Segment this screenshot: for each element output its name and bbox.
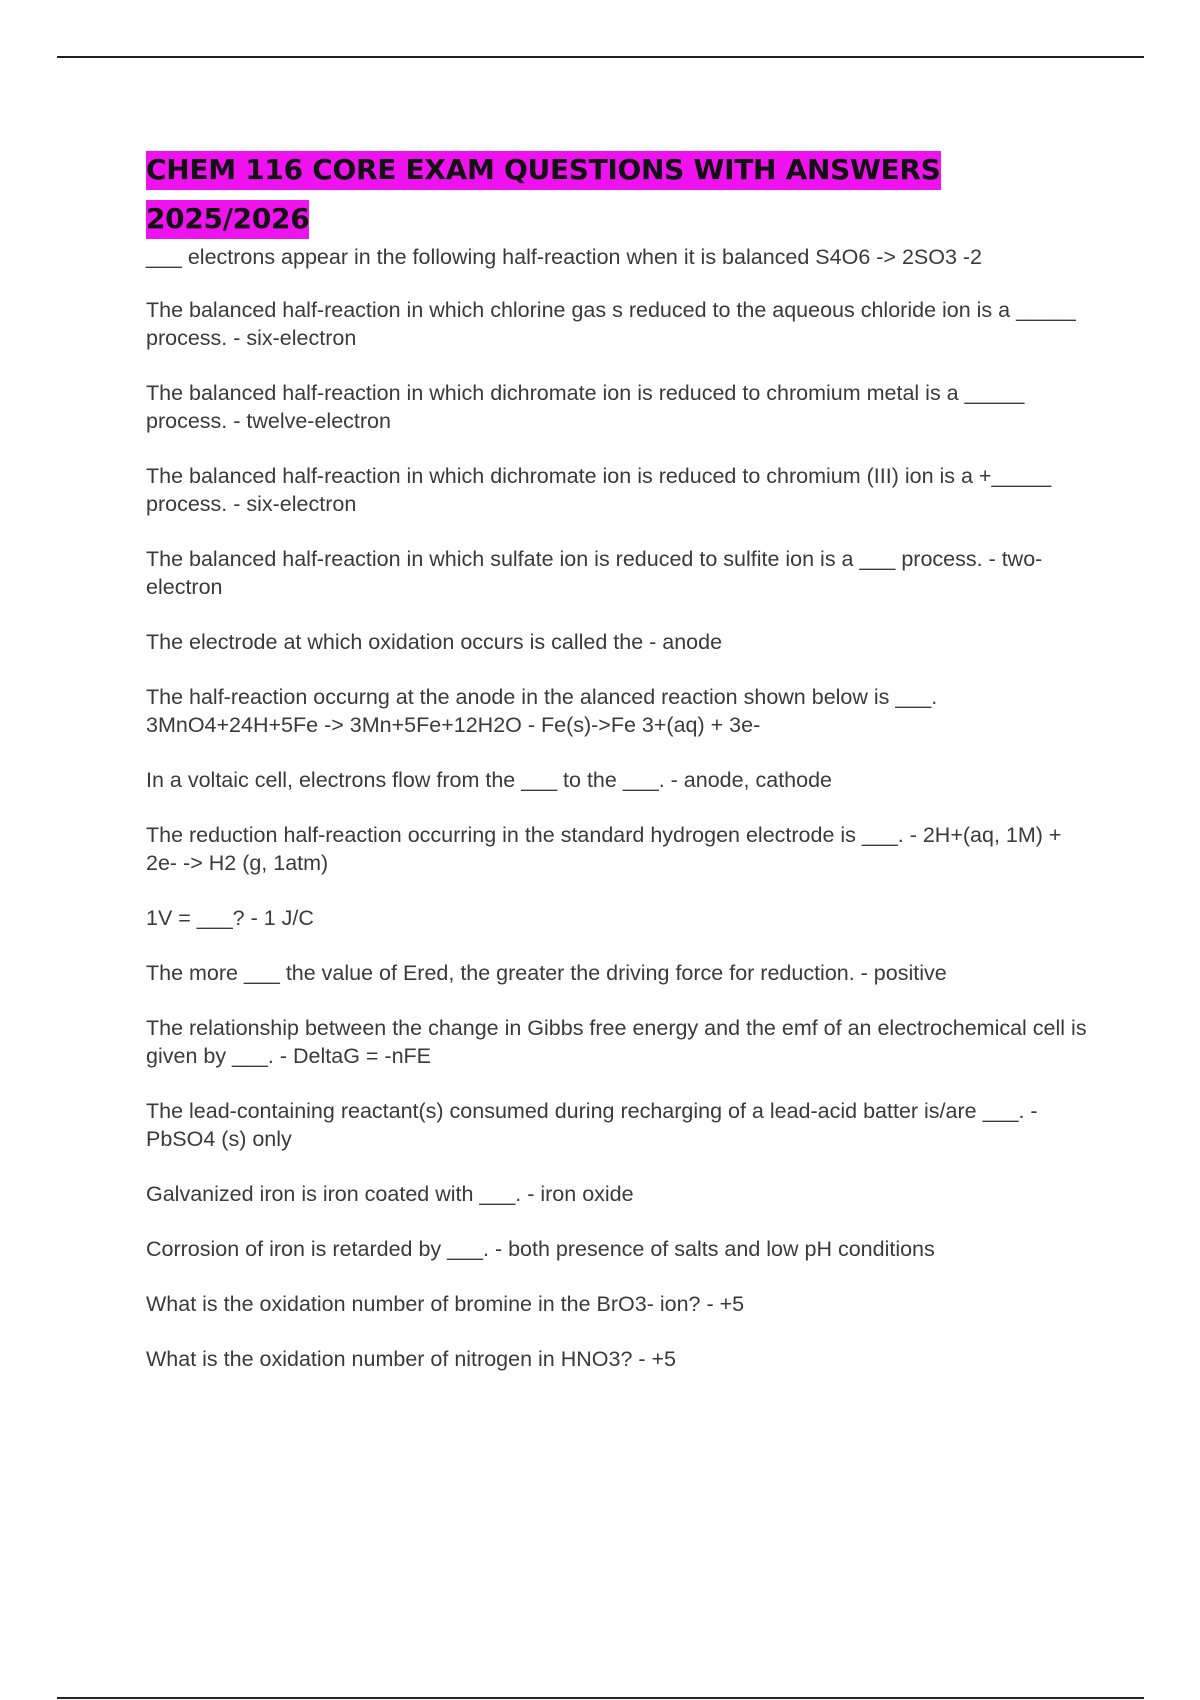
question-answer-item: The half-reaction occurng at the anode in the alanced reaction shown below is ___. 3MnO4+24H+5Fe -> 3Mn+5Fe+12H2O - Fe(s)->Fe 3+(aq) + 3e- (146, 685, 938, 737)
question-answer-item: The balanced half-reaction in which dichromate ion is reduced to chromium metal is a _____ process. - twelve-electron (146, 381, 1025, 433)
question-list (146, 243, 1096, 1373)
question-answer-item: The lead-containing reactant(s) consumed during recharging of a lead-acid batter is/are ___. - PbSO4 (s) only (146, 1099, 1038, 1151)
question-answer-item: The relationship between the change in Gibbs free energy and the emf of an electrochemical cell is given by ___. - DeltaG = -nFE (146, 1016, 1087, 1068)
document-body (146, 145, 1096, 1400)
title-highlight: CHEM 116 CORE EXAM QUESTIONS WITH ANSWERS 2025/2026 (146, 151, 941, 239)
header-rule (57, 56, 1144, 58)
footer-rule (57, 1697, 1144, 1699)
question-answer-item: The reduction half-reaction occurring in the standard hydrogen electrode is ___. - 2H+(aq, 1M) + 2e- -> H2 (g, 1atm) (146, 823, 1062, 875)
question-answer-item: The balanced half-reaction in which dichromate ion is reduced to chromium (III) ion is a +_____ process. - six-electron (146, 464, 1052, 516)
question-answer-item: ___ electrons appear in the following half-reaction when it is balanced S4O6 -> 2SO3 -2 (146, 245, 983, 269)
question-answer-item: Corrosion of iron is retarded by ___. - both presence of salts and low pH conditions (146, 1237, 935, 1261)
question-answer-item: What is the oxidation number of nitrogen in HNO3? - +5 (146, 1347, 677, 1371)
question-answer-item: The more ___ the value of Ered, the greater the driving force for reduction. - positive (146, 961, 947, 985)
question-answer-item: The balanced half-reaction in which sulfate ion is reduced to sulfite ion is a ___ process. - two-electron (146, 547, 1043, 599)
question-answer-item: The electrode at which oxidation occurs is called the - anode (146, 630, 723, 654)
question-answer-item: What is the oxidation number of bromine in the BrO3- ion? - +5 (146, 1292, 745, 1316)
question-answer-item: In a voltaic cell, electrons flow from the ___ to the ___. - anode, cathode (146, 768, 833, 792)
question-answer-item: Galvanized iron is iron coated with ___. - iron oxide (146, 1182, 634, 1206)
question-answer-item: 1V = ___? - 1 J/C (146, 906, 314, 930)
document-title (146, 145, 1096, 243)
question-answer-item: The balanced half-reaction in which chlorine gas s reduced to the aqueous chloride ion is a _____ process. - six-electron (146, 298, 1076, 350)
